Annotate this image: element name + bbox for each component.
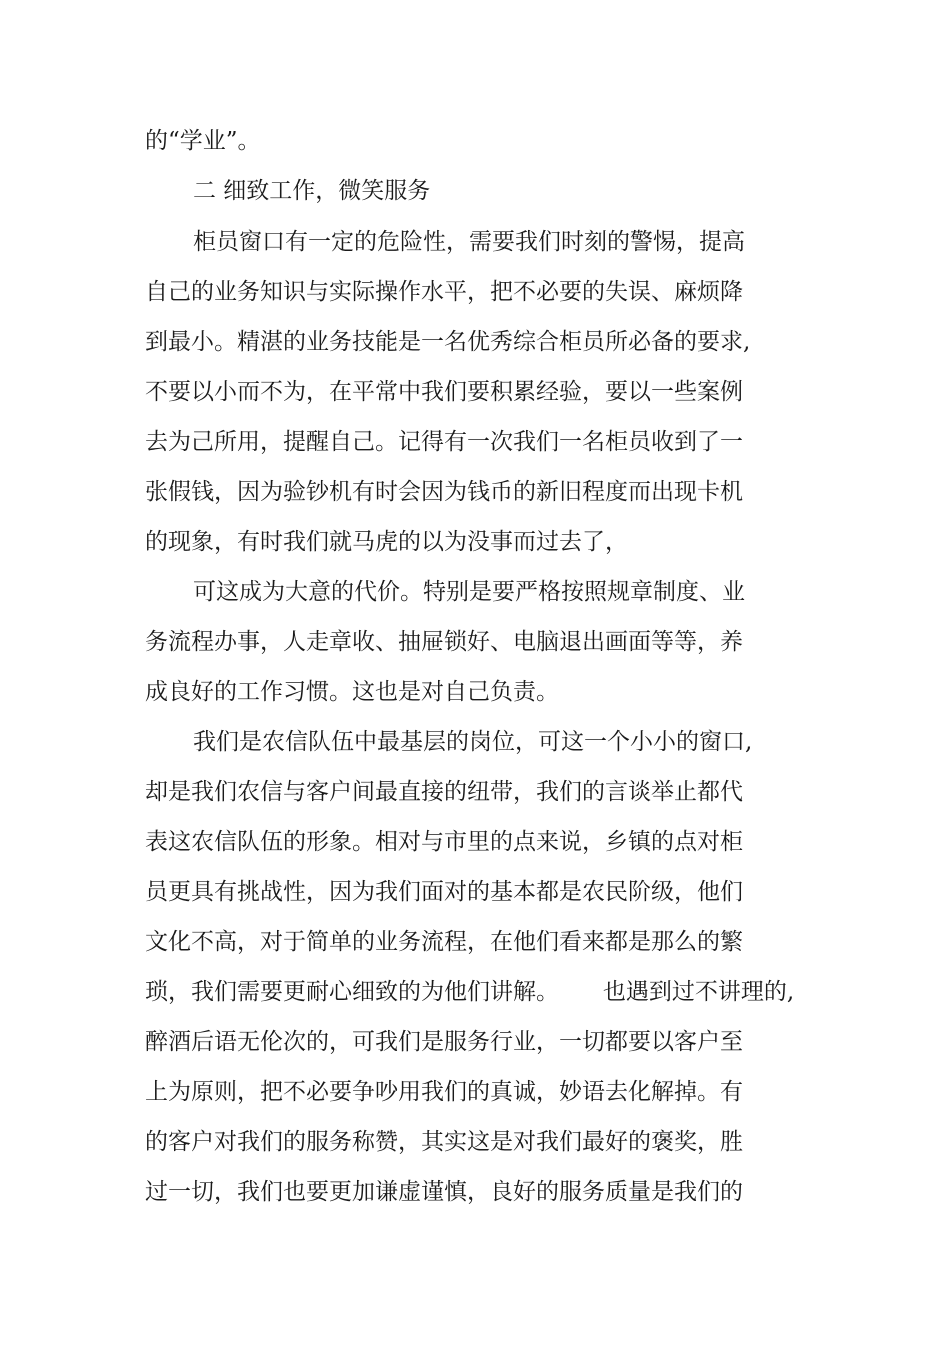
text-line: 的现象，有时我们就马虎的以为没事而过去了， <box>145 529 628 555</box>
text-line: 到最小。精湛的业务技能是一名优秀综合柜员所必备的要求, <box>145 329 751 355</box>
text-line: 成良好的工作习惯。这也是对自己负责。 <box>145 679 559 705</box>
text-line: 却是我们农信与客户间最直接的纽带，我们的言谈举止都代 <box>145 779 743 805</box>
text-line: 的客户对我们的服务称赞，其实这是对我们最好的褒奖，胜 <box>145 1129 743 1155</box>
text-line: 不要以小而不为，在平常中我们要积累经验，要以一些案例 <box>145 379 743 405</box>
text-line: 醉酒后语无伦次的，可我们是服务行业，一切都要以客户至 <box>145 1029 743 1055</box>
text-line: 员更具有挑战性，因为我们面对的基本都是农民阶级，他们 <box>145 879 743 905</box>
section-heading: 二 细致工作，微笑服务 <box>193 178 431 204</box>
text-line: 过一切，我们也要更加谦虚谨慎，良好的服务质量是我们的 <box>145 1179 743 1205</box>
text-line: 去为己所用，提醒自己。记得有一次我们一名柜员收到了一 <box>145 429 743 455</box>
text-line: 上为原则，把不必要争吵用我们的真诚，妙语去化解掉。有 <box>145 1079 743 1105</box>
text-line: 我们是农信队伍中最基层的岗位，可这一个小小的窗口, <box>193 729 753 755</box>
text-line: 可这成为大意的代价。特别是要严格按照规章制度、业 <box>193 579 745 605</box>
text-line: 自己的业务知识与实际操作水平，把不必要的失误、麻烦降 <box>145 279 743 305</box>
text-line: 琐，我们需要更耐心细致的为他们讲解。 也遇到过不讲理的, <box>145 979 795 1005</box>
text-line: 张假钱，因为验钞机有时会因为钱币的新旧程度而出现卡机 <box>145 479 743 505</box>
text-line: 柜员窗口有一定的危险性，需要我们时刻的警惕，提高 <box>193 229 745 255</box>
text-line: 表这农信队伍的形象。相对与市里的点来说，乡镇的点对柜 <box>145 829 743 855</box>
text-line: 文化不高，对于简单的业务流程，在他们看来都是那么的繁 <box>145 929 743 955</box>
text-line: 务流程办事，人走章收、抽屉锁好、电脑退出画面等等，养 <box>145 629 743 655</box>
text-line: 的“学业”。 <box>145 128 261 154</box>
